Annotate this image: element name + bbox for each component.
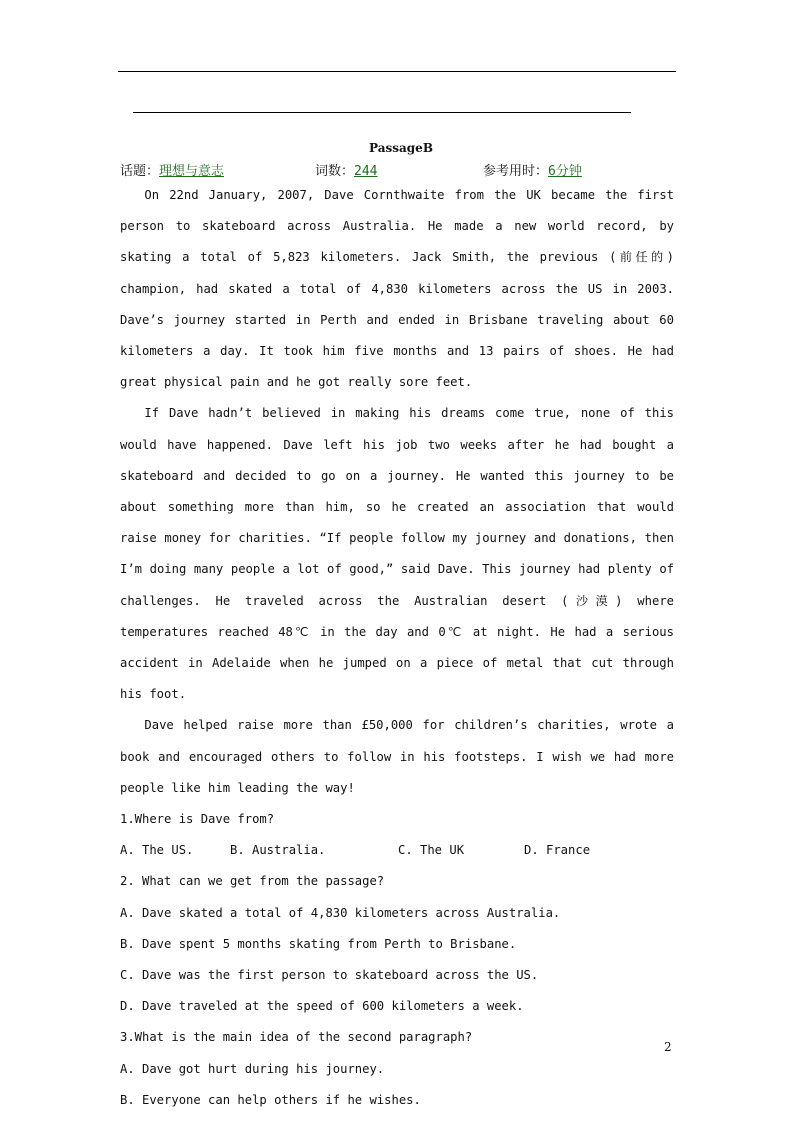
question-3: 3.What is the main idea of the second paragraph? — [120, 1030, 473, 1045]
option-a: A. The US. — [120, 843, 194, 858]
passage-title: PassageB — [369, 141, 433, 155]
question-2: 2. What can we get from the passage? — [120, 874, 385, 889]
paragraph-3: Dave helped raise more than £50,000 for children’s charities, wrote a book and encouraged others to follow in his footsteps. I wish we had more people like him leading the way! — [120, 718, 674, 795]
option-a: A. Dave got hurt during his journey. — [120, 1061, 385, 1076]
option-b: B. Australia. — [230, 843, 326, 858]
topic-label: 话题： — [120, 164, 160, 179]
reading-time-value: 6分钟 — [548, 164, 582, 179]
word-count-label: 词数： — [315, 164, 355, 179]
option-c: C. Dave was the first person to skateboard across the US. — [120, 968, 539, 983]
question-1-options — [120, 835, 674, 866]
passage-body — [120, 180, 674, 1116]
topic-value: 理想与意志 — [159, 164, 225, 179]
option-b: B. Dave spent 5 months skating from Perth to Brisbane. — [120, 936, 517, 951]
option-b: B. Everyone can help others if he wishes. — [120, 1092, 421, 1107]
paragraph-2: If Dave hadn’t believed in making his dreams come true, none of this would have happened. Dave left his job two weeks after he had bought a skateboard and decided to go on a journey. He wanted this journey to be about something more than him, so he created an association that would raise money for charities. “If people follow my journey and donations, then I’m doing many people a lot of good,” said Dave. This journey had plenty of challenges. He traveled across the Australian desert (沙漠) where temperatures reached 48℃ in the day and 0℃ at night. He had a serious accident in Adelaide when he jumped on a piece of metal that cut through his foot. — [120, 406, 674, 702]
reading-time-label: 参考用时： — [483, 164, 549, 179]
option-c: C. The UK — [398, 843, 465, 858]
question-1: 1.Where is Dave from? — [120, 812, 275, 827]
topic-meta — [120, 160, 224, 179]
header-rule — [118, 71, 676, 72]
passage-meta — [120, 160, 680, 180]
paragraph-1: On 22nd January, 2007, Dave Cornthwaite from the UK became the first person to skateboard across Australia. He made a new world record, by skating a total of 5,823 kilometers. Jack Smith, the previous (前任的) champion, had skated a total of 4,830 kilometers across the US in 2003. Dave’s journey started in Perth and ended in Brisbane traveling about 60 kilometers a day. It took him five months and 13 pairs of shoes. He had great physical pain and he got really sore feet. — [120, 188, 674, 390]
word-count-meta — [315, 160, 378, 179]
reading-time-meta — [483, 160, 582, 179]
option-d: D. Dave traveled at the speed of 600 kilometers a week. — [120, 999, 524, 1014]
option-d: D. France — [524, 843, 591, 858]
word-count-value: 244 — [354, 164, 378, 179]
page-number: 2 — [664, 1040, 672, 1054]
header-rule-secondary — [133, 112, 631, 113]
option-a: A. Dave skated a total of 4,830 kilometers across Australia. — [120, 905, 561, 920]
